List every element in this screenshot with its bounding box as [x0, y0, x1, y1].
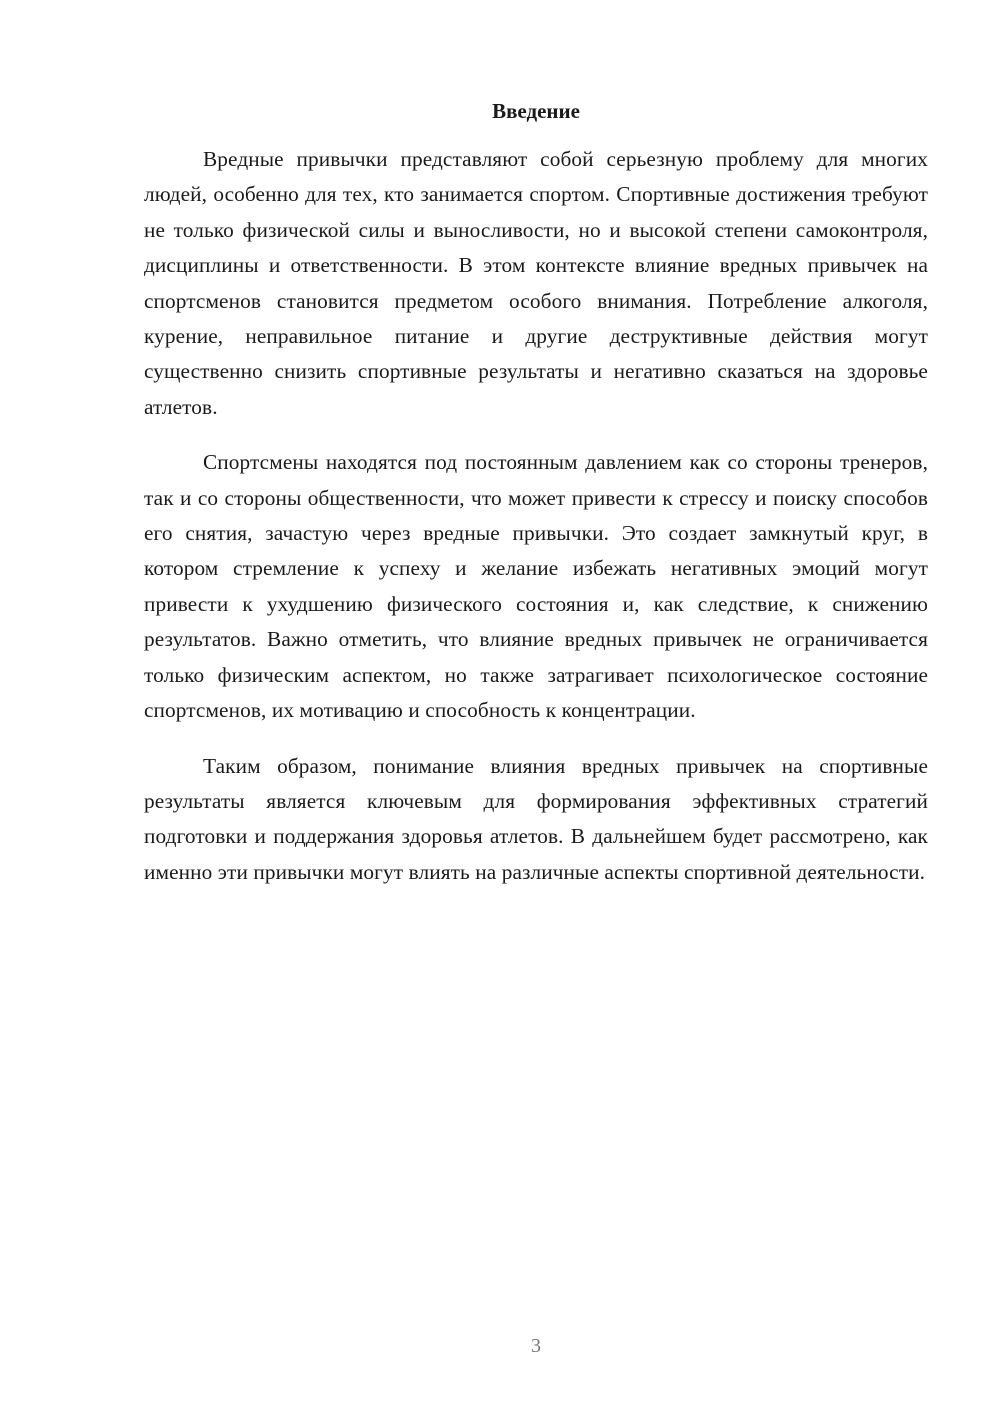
section-heading: Введение [492, 99, 580, 123]
paragraph-3: Таким образом, понимание влияния вредных привычек на спортивные результаты является ключевым для формирования эффективных стратегий подготовки и поддержания здоровья атлетов. В дальнейшем будет рассмотрено, как именно эти привычки могут влиять на различные аспекты спортивной деятельности. [144, 753, 928, 884]
page-number: 3 [531, 1335, 541, 1357]
body-text [144, 142, 928, 910]
paragraph-2: Спортсмены находятся под постоянным давлением как со стороны тренеров, так и со стороны общественности, что может привести к стрессу и поиску способов его снятия, зачастую через вредные привычки. Это создает замкнутый круг, в котором стремление к успеху и желание избежать негативных эмоций могут привести к ухудшению физического состояния и, как следствие, к снижению результатов. Важно отметить, что влияние вредных привычек не ограничивается только физическим аспектом, но также затрагивает психологическое состояние спортсменов, их мотивацию и способность к концентрации. [144, 450, 928, 723]
paragraph-1: Вредные привычки представляют собой серьезную проблему для многих людей, особенно для тех, кто занимается спортом. Спортивные достижения требуют не только физической силы и выносливости, но и высокой степени самоконтроля, дисциплины и ответственности. В этом контексте влияние вредных привычек на спортсменов становится предметом особого внимания. Потребление алкоголя, курение, неправильное питание и другие деструктивные действия могут существенно снизить спортивные результаты и негативно сказаться на здоровье атлетов. [144, 147, 928, 419]
